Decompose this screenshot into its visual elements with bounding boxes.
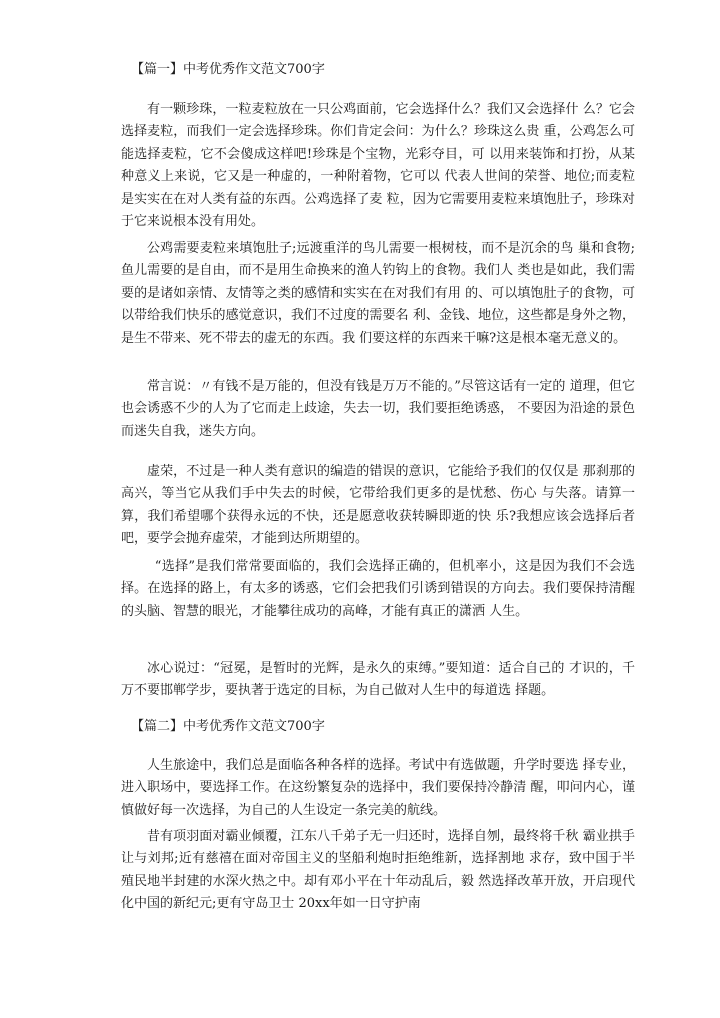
- section-2-paragraph-2: 昔有项羽面对霸业倾覆，江东八千弟子无一归还时，选择自刎，最终将千秋 霸业拱手让与刘邦;近有慈禧在面对帝国主义的坚船利炮时拒绝维新，选择割地 求存，致中国于半殖民地半封建的水深火热之中。却有邓小平在十年动乱后，毅 然选择改革开放，开启现代化中国的新纪元;更有守岛卫士 20xx年如一日守护南: [121, 829, 635, 912]
- section-1-paragraph-4: 虚荣，不过是一种人类有意识的编造的错误的意识，它能给予我们的仅仅是 那刹那的高兴，等当它从我们手中失去的时候，它带给我们更多的是忧愁、伤心 与失落。请算一算，我们希望哪个获得永远的不快，还是愿意收获转瞬即逝的快 乐?我想应该会选择后者吧，要学会抛弃虚荣，才能到达所期望的。: [121, 464, 635, 547]
- section-1-paragraph-1: 有一颗珍珠，一粒麦粒放在一只公鸡面前，它会选择什么？我们又会选择什 么？它会选择麦粒，而我们一定会选择珍珠。你们肯定会问：为什么？珍珠这么贵 重，公鸡怎么可能选择麦粒，它不会傻成这样吧!珍珠是个宝物，光彩夺目，可 以用来装饰和打扮，从某种意义上来说，它又是一种虚的，一种附着物，它可以 代表人世间的荣誉、地位;而麦粒是实实在在对人类有益的东西。公鸡选择了麦 粒，因为它需要用麦粒来填饱肚子，珍珠对于它来说根本没有用处。: [121, 102, 635, 230]
- section-2-paragraph-1: 人生旅途中，我们总是面临各种各样的选择。考试中有选做题，升学时要选 择专业，进入职场中，要选择工作。在这纷繁复杂的选择中，我们要保持冷静清 醒，叩问内心，谨慎做好每一次选择，为自己的人生设定一条完美的航线。: [121, 758, 635, 818]
- section-2-heading: 【篇二】中考优秀作文范文700字: [131, 719, 325, 734]
- section-1-paragraph-3: 常言说：〃有钱不是万能的，但没有钱是万万不能的。”尽管这话有一定的 道理，但它也会诱惑不少的人为了它而走上歧途，失去一切，我们要拒绝诱惑， 不要因为沿途的景色而迷失自我，迷失方向。: [121, 379, 635, 439]
- section-1-paragraph-6: 冰心说过：“冠冕，是暂时的光辉，是永久的束缚。”要知道：适合自己的 才识的，千万不要邯郸学步，要执著于选定的目标，为自己做对人生中的每道选 择题。: [121, 661, 635, 699]
- section-1-paragraph-5: “选择”是我们常常要面临的，我们会选择正确的，但机率小，这是因为我们不会选择。在选择的路上，有太多的诱惑，它们会把我们引诱到错误的方向去。我们要保持清醒的头脑、智慧的眼光，才能攀往成功的高峰，才能有真正的潇洒 人生。: [121, 559, 635, 619]
- section-1-heading: 【篇一】中考优秀作文范文700字: [131, 62, 325, 77]
- section-1-paragraph-2: 公鸡需要麦粒来填饱肚子;远渡重洋的鸟儿需要一根树枝，而不是沉余的鸟 巢和食物;鱼儿需要的是自由，而不是用生命换来的渔人钓钩上的食物。我们人 类也是如此，我们需要的是诸如亲情、友情等之类的感情和实实在在对我们有用 的、可以填饱肚子的食物，可以带给我们快乐的感觉意识，我们不过度的需要名 利、金钱、地位，这些都是身外之物，是生不带来、死不带去的虚无的东西。我 们要这样的东西来干嘛?这是根本毫无意义的。: [121, 241, 635, 346]
